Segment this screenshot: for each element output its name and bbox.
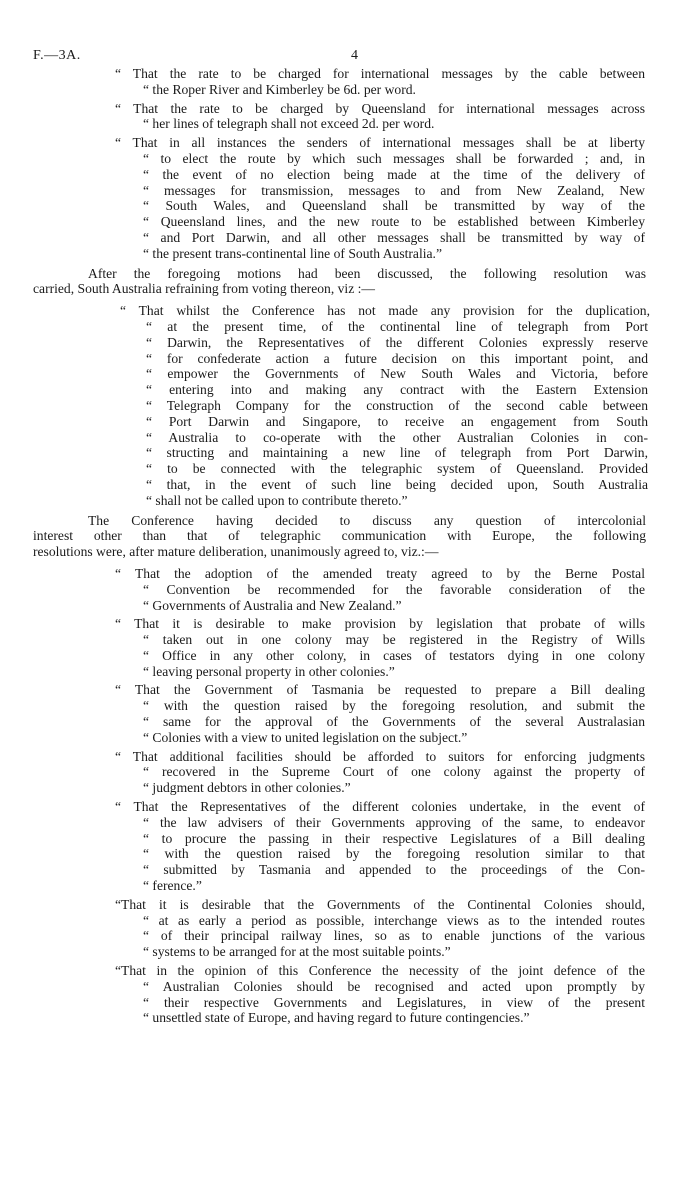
text-line: “ That the rate to be charged by Queensland for international messages across [115,100,645,116]
text-line: “ to elect the route by which such messages shall be forwarded ; and, in [143,150,645,166]
text-line: “ entering into and making any contract with the Eastern Extension [146,382,648,398]
paragraph-conference-decided [0,513,700,560]
text-line: “ the Roper River and Kimberley be 6d. per word. [143,81,416,97]
text-line: “ Telegraph Company for the construction of the second cable between [146,397,648,413]
text-line: “ their respective Governments and Legislatures, in view of the present [143,994,645,1010]
text-line: “ the law advisers of their Governments approving of the same, to endeavor [143,814,645,830]
text-line: “ empower the Governments of New South Wales and Victoria, before [146,366,648,382]
text-line: “ Office in any other colony, in cases of testators dying in one colony [143,647,645,663]
text-line: “ structing and maintaining a new line of telegraph from Port Darwin, [146,445,648,461]
text-line: “ systems to be arranged for at the most suitable points.” [143,944,451,960]
text-line: “ Queensland lines, and the new route to be established between Kimberley [143,214,645,230]
text-line: “ unsettled state of Europe, and having regard to future contingencies.” [143,1010,530,1026]
paragraph-motions-discussed [0,266,700,298]
document-body [0,66,700,1029]
text-line: “ Convention be recommended for the favorable consideration of the [143,581,645,597]
text-line: “ for confederate action a future decision on this important point, and [146,350,648,366]
text-line: “ That the adoption of the amended treaty agreed to by the Berne Postal [115,565,645,581]
text-line: After the foregoing motions had been discussed, the following resolution was [88,265,646,281]
text-line: “ Darwin, the Representatives of the different Colonies expressly reserve [146,334,648,350]
text-line: “ of their principal railway lines, so as to enable junctions of the various [143,928,645,944]
text-line: “ South Wales, and Queensland shall be transmitted by way of the [143,198,645,214]
resolution-tasmania-bill [0,682,700,745]
text-line: carried, South Australia refraining from voting thereon, viz :— [33,281,376,297]
text-line: “ That additional facilities should be afforded to suitors for enforcing judgments [115,748,645,764]
text-line: The Conference having decided to discuss any question of intercolonial [88,512,646,528]
text-line: “ Australia to co-operate with the other Australian Colonies in con- [146,429,648,445]
text-line: “ with the question raised by the foregoing resolution similar to that [143,846,645,862]
text-line: “ That the rate to be charged for international messages by the cable between [115,66,645,81]
text-line: “ to be connected with the telegraphic system of Queensland. Provided [146,461,648,477]
text-line: resolutions were, after mature deliberation, unanimously agreed to, viz.:— [33,544,439,560]
resolution-berne-postal [0,566,700,613]
text-line: “ taken out in one colony may be registered in the Registry of Wills [143,632,645,648]
text-line: “ Governments of Australia and New Zealand.” [143,597,402,613]
text-line: “ That the Representatives of the different colonies undertake, in the event of [115,799,645,815]
text-line: “ shall not be called upon to contribute thereto.” [146,492,408,508]
text-line: “ That it is desirable to make provision by legislation that probate of wills [115,616,645,632]
text-line: “ to procure the passing in their respective Legislatures of a Bill dealing [143,830,645,846]
text-line: “That in the opinion of this Conference the necessity of the joint defence of the [115,963,645,979]
text-line: “ That in all instances the senders of international messages shall be at liberty [115,135,645,151]
document-reference: F.—3A. [33,48,81,63]
text-line: “ and Port Darwin, and all other messages shall be transmitted by way of [143,229,645,245]
resolution-cable-rate [0,66,700,98]
text-line: “ at the present time, of the continental line of telegraph from Port [146,318,648,334]
text-line: “ recovered in the Supreme Court of one colony against the property of [143,764,645,780]
text-line: “ with the question raised by the foregoing resolution, and submit the [143,698,645,714]
text-line: “ at as early a period as possible, interchange views as to the intended routes [143,912,645,928]
text-line: “ that, in the event of such line being decided upon, South Australia [146,476,648,492]
text-line: “ That whilst the Conference has not made any provision for the duplication, [120,303,650,319]
text-line: “ the event of no election being made at the time of the delivery of [143,166,645,182]
resolution-enforcing-judgments [0,749,700,796]
text-line: “ That the Government of Tasmania be requested to prepare a Bill dealing [115,682,645,698]
text-line: “ messages for transmission, messages to and from New Zealand, New [143,182,645,198]
text-line: “ ference.” [143,878,202,894]
text-line: “ leaving personal property in other colonies.” [143,663,395,679]
text-line: interest other than that of telegraphic communication with Europe, the following [33,528,646,544]
text-line: “ Port Darwin and Singapore, to receive an engagement from South [146,413,648,429]
resolution-railway-routes [0,897,700,960]
text-line: “ judgment debtors in other colonies.” [143,780,351,796]
resolution-joint-defence [0,963,700,1026]
resolution-queensland-rate [0,101,700,133]
resolution-probate-wills [0,616,700,679]
page-header [33,48,667,66]
resolution-duplication [0,303,700,508]
page-number: 4 [351,48,358,63]
text-line: “ Colonies with a view to united legislation on the subject.” [143,729,468,745]
text-line: “ submitted by Tasmania and appended to the proceedings of the Con- [143,862,645,878]
resolution-legislatures-bill [0,799,700,894]
text-line: “ Australian Colonies should be recognised and acted upon promptly by [143,978,645,994]
text-line: “That it is desirable that the Governments of the Continental Colonies should, [115,896,645,912]
text-line: “ same for the approval of the Governments of the several Australasian [143,714,645,730]
text-line: “ the present trans-continental line of South Australia.” [143,245,442,261]
text-line: “ her lines of telegraph shall not exceed 2d. per word. [143,116,435,132]
resolution-route-liberty [0,135,700,261]
